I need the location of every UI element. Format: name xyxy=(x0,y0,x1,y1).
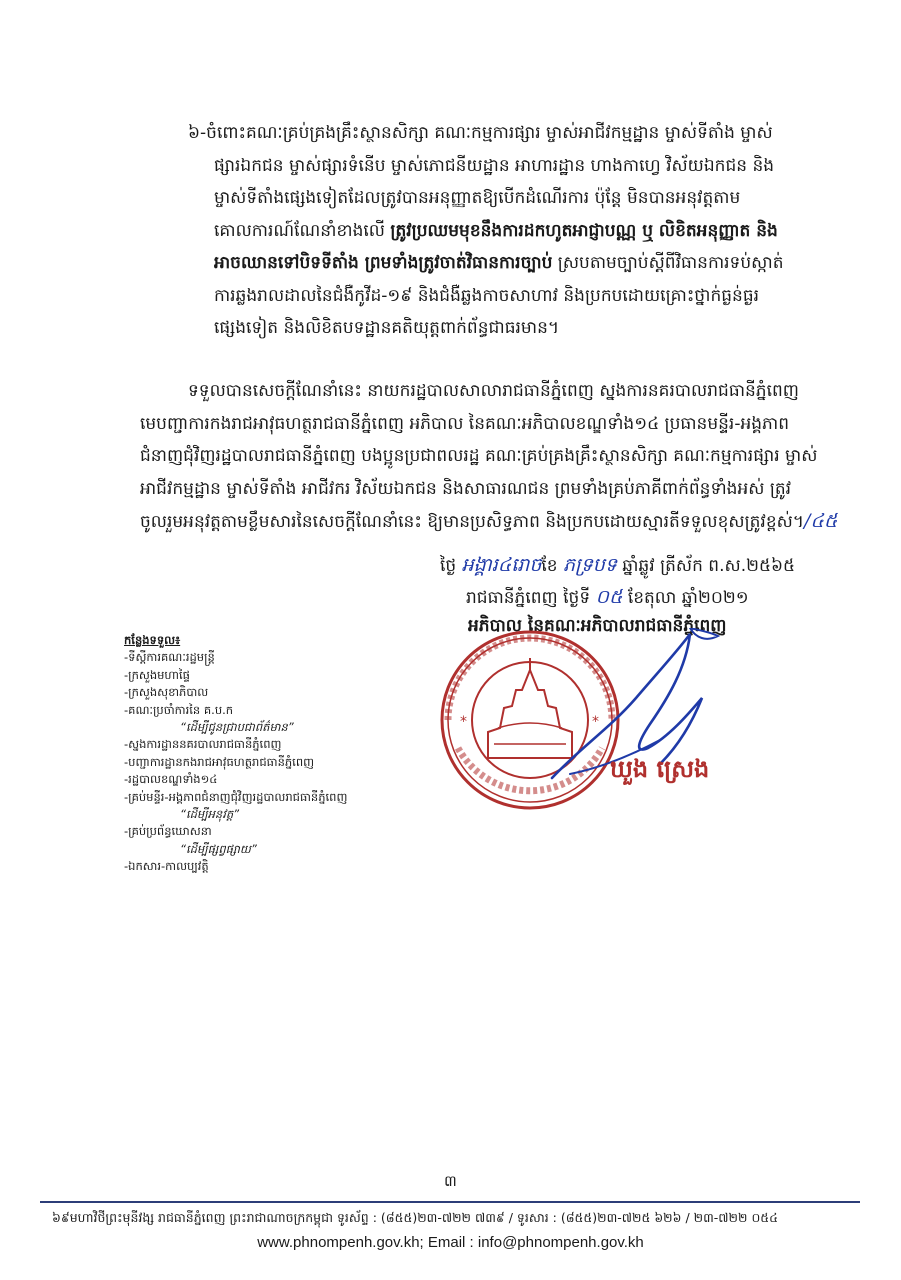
handwritten-day: អង្គារ៤រោច xyxy=(461,554,542,576)
paragraph-line: ផ្សេងទៀត និងលិខិតបទដ្ឋានគតិយុត្តពាក់ព័ន្ធជាធរមាន។ xyxy=(214,318,560,338)
footer-divider xyxy=(40,1201,860,1203)
signatory-title: អភិបាល នៃគណៈអភិបាលរាជធានីភ្នំពេញ xyxy=(468,616,727,636)
recipient-item: -គ្រប់ប្រព័ន្ធឃោសនា xyxy=(124,824,212,839)
paragraph-line xyxy=(188,215,840,248)
recipient-purpose: “ដើម្បីអនុវត្ត” xyxy=(180,807,240,822)
recipient-item: -ក្រសួងសុខាភិបាល xyxy=(124,685,209,700)
handwritten-day: ០៥ xyxy=(595,586,623,608)
svg-text:*: * xyxy=(592,714,599,730)
signatory-name: ឃួង ស្រេង xyxy=(610,755,710,783)
lunar-date-line xyxy=(440,553,795,581)
bold-penalty-text: ត្រូវប្រឈមមុខនឹងការដកហូតអាជ្ញាបណ្ណ ឬ លិខិតអនុញ្ញាត និង xyxy=(390,220,778,241)
paragraph-text: ស្របតាមច្បាប់ស្តីពីវិធានការទប់ស្កាត់ xyxy=(557,253,784,273)
paragraph-line: ការឆ្លងរាលដាលនៃជំងឺកូវីដ-១៩ និងជំងឺឆ្លងកាចសាហាវ និងប្រកបដោយគ្រោះថ្នាក់ធ្ងន់ធ្ងរ xyxy=(214,285,760,306)
paragraph-line: ទទួលបានសេចក្តីណែនាំនេះ នាយករដ្ឋបាលសាលារាជធានីភ្នំពេញ ស្នងការនគរបាលរាជធានីភ្នំពេញ xyxy=(188,381,799,401)
paragraph-line xyxy=(188,247,840,280)
date-rest: ខែតុលា ឆ្នាំ២០២១ xyxy=(627,588,749,608)
date-rest: ឆ្នាំឆ្លូវ ត្រីស័ក ព.ស.២៥៦៥ xyxy=(622,556,796,576)
paragraph-text: គោលការណ៍ណែនាំខាងលើ xyxy=(214,220,385,241)
recipient-item: -ទីស្តីការគណៈរដ្ឋមន្ត្រី xyxy=(124,650,215,665)
footer-web-email: www.phnompenh.gov.kh; Email : info@phnompenh.gov.kh xyxy=(257,1234,644,1251)
recipient-item: -គណៈប្រចាំការនៃ គ.ប.ក xyxy=(124,702,234,717)
recipient-item: -ក្រសួងមហាផ្ទៃ xyxy=(124,667,190,682)
recipient-item: -រដ្ឋបាលខណ្ឌទាំង១៤ xyxy=(124,772,218,787)
recipient-item: -ឯកសារ-កាលប្បវត្តិ xyxy=(124,859,209,874)
paragraph-line: ម្ចាស់ទីតាំងផ្សេងទៀតដែលត្រូវបានអនុញ្ញាតឱ្យបើកដំណើរការ ប៉ុន្តែ មិនបានអនុវត្តតាម xyxy=(214,188,741,208)
recipients-heading: កន្លែងទទួល៖ xyxy=(124,633,181,647)
recipient-purpose: “ដើម្បីជូនជ្រាបជាព័ត៌មាន” xyxy=(180,720,294,735)
handwritten-month: ភទ្របទ xyxy=(562,554,617,576)
section-6-paragraph xyxy=(188,117,840,345)
footer-address: ៦៩មហាវិថីព្រះមុនីវង្ស រាជធានីភ្នំពេញ ព្រះរាជាណាចក្រកម្ពុជា ទូរស័ព្ទ : (៨៥៥)២៣-៧២២ ៧៣៩ / ទូរសារ : (៨៥៥)២៣-៧២៥ ៦២៦ / ២៣-៧២២ ០៥៤ xyxy=(52,1210,778,1225)
svg-text:*: * xyxy=(460,714,467,730)
solar-date-line xyxy=(466,585,749,613)
month-label: ខែ xyxy=(541,556,558,576)
closing-paragraph xyxy=(140,375,840,539)
paragraph-line: ជំនាញជុំវិញរដ្ឋបាលរាជធានីភ្នំពេញ បងប្អូនប្រជាពលរដ្ឋ គណៈគ្រប់គ្រងគ្រឹះស្ថានសិក្សា គណៈកម្មការផ្សារ ម្ចាស់ xyxy=(140,446,818,466)
paragraph-line: ផ្សារឯកជន ម្ចាស់ផ្សារទំនើប ម្ចាស់ភោជនីយដ្ឋាន អាហារដ្ឋាន ហាងកាហ្វេ វិស័យឯកជន និង xyxy=(214,155,775,176)
recipients-list xyxy=(124,632,347,876)
paragraph-line: មេបញ្ជាការកងរាជអាវុធហត្ថរាជធានីភ្នំពេញ អភិបាល នៃគណៈអភិបាលខណ្ឌទាំង១៤ ប្រធានមន្ទីរ-អង្គភាព xyxy=(140,413,790,434)
paragraph-line: អាជីវកម្មដ្ឋាន ម្ចាស់ទីតាំង អាជីវករ វិស័យឯកជន និងសាធារណជន ព្រមទាំងគ្រប់ភាគីពាក់ព័ន្ធទាំងអស់ ត្រូវ xyxy=(140,478,792,499)
bold-penalty-text: អាចឈានទៅបិទទីតាំង ព្រមទាំងត្រូវចាត់វិធានការច្បាប់ xyxy=(214,253,553,273)
recipient-purpose: “ដើម្បីផ្សព្វផ្សាយ” xyxy=(180,841,257,856)
paragraph-text: ចូលរួមអនុវត្តតាមខ្លឹមសារនៃសេចក្តីណែនាំនេះ ឱ្យមានប្រសិទ្ធភាព និងប្រកបដោយស្មារតីទទួលខុសត្រូវខ្ពស់។ xyxy=(140,512,804,532)
recipient-item: -ស្នងការដ្ឋាននគរបាលរាជធានីភ្នំពេញ xyxy=(124,737,282,752)
date-prefix: រាជធានីភ្នំពេញ ថ្ងៃទី xyxy=(466,588,591,608)
date-prefix: ថ្ងៃ xyxy=(440,556,457,576)
page-number: ៣ xyxy=(444,1172,457,1190)
recipient-item: -គ្រប់មន្ទីរ-អង្គភាពជំនាញជុំវិញរដ្ឋបាលរាជធានីភ្នំពេញ xyxy=(124,789,348,804)
paragraph-line: ៦-ចំពោះគណៈគ្រប់គ្រងគ្រឹះស្ថានសិក្សា គណៈកម្មការផ្សារ ម្ចាស់អាជីវកម្មដ្ឋាន ម្ចាស់ទីតាំង ម្ចាស់ xyxy=(188,123,773,143)
recipient-item: -បញ្ជាការដ្ឋានកងរាជអាវុធហត្ថរាជធានីភ្នំពេញ xyxy=(124,754,315,769)
paragraph-line xyxy=(140,505,840,539)
handwritten-mark: /៤៥ xyxy=(804,510,838,532)
